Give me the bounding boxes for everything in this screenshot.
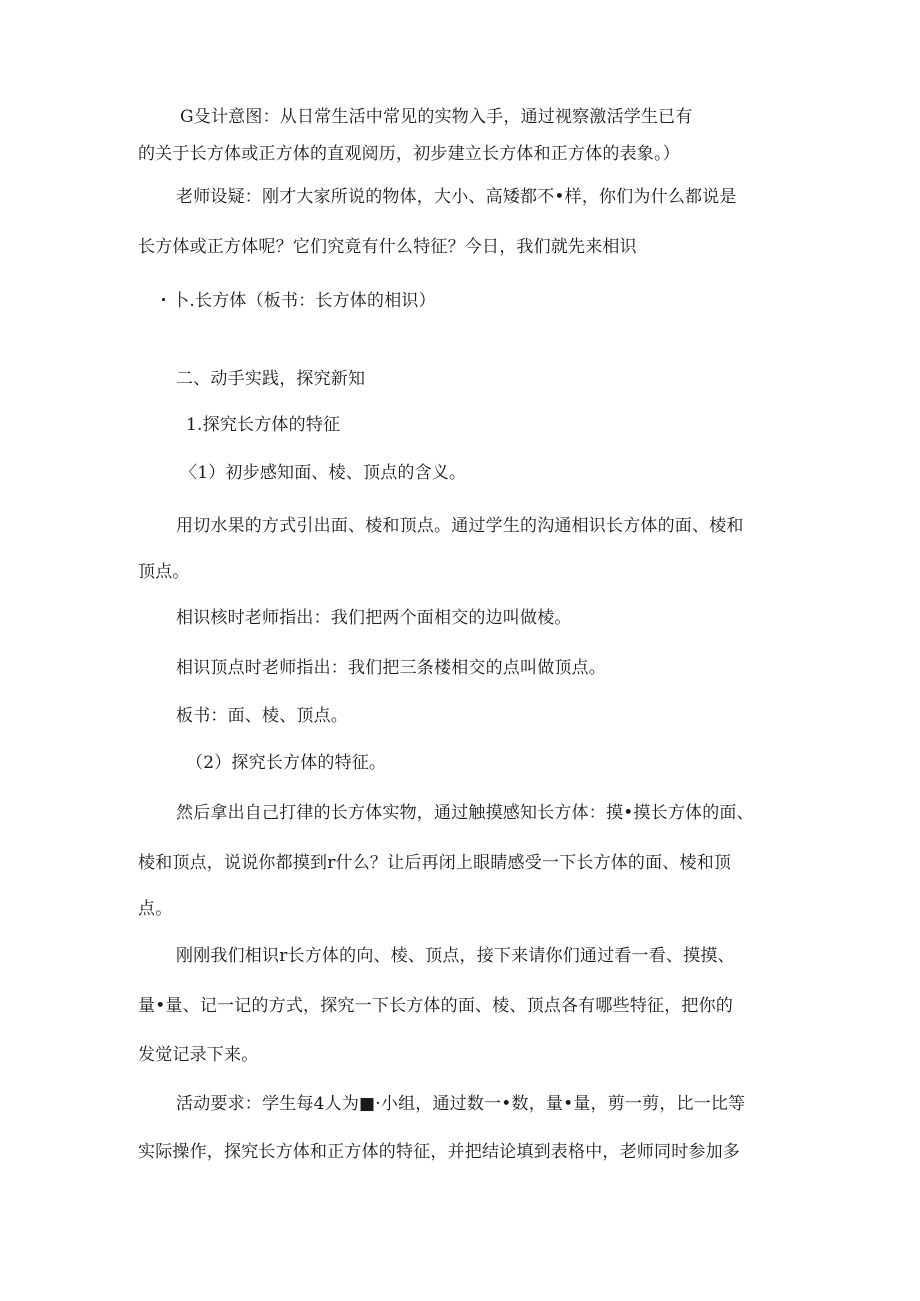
- paragraph-design-intent-line-1: G殳计意图：从日常生活中常见的实物入手，通过视察激活学生已有: [180, 107, 693, 127]
- paragraph-design-intent-line-2: 的关于长方体或正方体的直观阅历，初步建立长方体和正方体的表象。）: [138, 144, 680, 164]
- section-heading-2: 二、动手实践，探究新知: [176, 369, 366, 389]
- step-heading-1: 〈1）初步感知面、棱、顶点的含义。: [180, 463, 467, 483]
- paragraph-touch-line-1: 然后拿出自己打律的长方体实物，通过触摸感知长方体：摸•摸长方体的面、: [176, 803, 754, 823]
- paragraph-activity-line-1: 活动要求：学生每4人为■·小组，通过数一•数，量•量，剪一剪，比一比等: [176, 1094, 746, 1114]
- paragraph-touch-line-3: 点。: [138, 899, 173, 919]
- paragraph-fruit-line-1: 用切水果的方式引出面、棱和顶点。通过学生的沟通相识长方体的面、棱和: [176, 516, 744, 536]
- subsection-heading-1: 1.探究长方体的特征: [186, 415, 341, 435]
- paragraph-activity-line-2: 实际操作，探究长方体和正方体的特征，并把结论填到表格中，老师同时参加多: [138, 1142, 740, 1162]
- paragraph-edge-definition: 相识核时老师指出：我们把两个面相交的边叫做棱。: [176, 608, 572, 628]
- paragraph-explore-line-1: 刚刚我们相识r长方体的向、棱、顶点，接下来请你们通过看一看、摸摸、: [176, 946, 735, 966]
- step-heading-2: （2）探究长方体的特征。: [186, 753, 387, 773]
- paragraph-board-note: 板书：面、棱、顶点。: [176, 706, 348, 726]
- paragraph-touch-line-2: 棱和顶点，说说你都摸到r什么？让后再闭上眼睛感受一下长方体的面、棱和顶: [138, 853, 732, 873]
- paragraph-explore-line-3: 发觉记录下来。: [138, 1045, 259, 1065]
- paragraph-vertex-definition: 相识顶点时老师指出：我们把三条楼相交的点叫做顶点。: [176, 658, 606, 678]
- paragraph-teacher-question-line-2: 长方体或正方体呢？它们究竟有什么特征？今日，我们就先来相识: [138, 237, 637, 257]
- paragraph-teacher-question-line-1: 老师设疑：刚才大家所说的物体，大小、高矮都不•样，你们为什么都说是: [176, 187, 737, 207]
- paragraph-teacher-question-line-3: ・卜.长方体（板书：长方体的相识）: [155, 291, 436, 311]
- paragraph-fruit-line-2: 顶点。: [138, 562, 190, 582]
- paragraph-explore-line-2: 量•量、记一记的方式，探究一下长方体的面、棱、顶点各有哪些特征，把你的: [138, 996, 734, 1016]
